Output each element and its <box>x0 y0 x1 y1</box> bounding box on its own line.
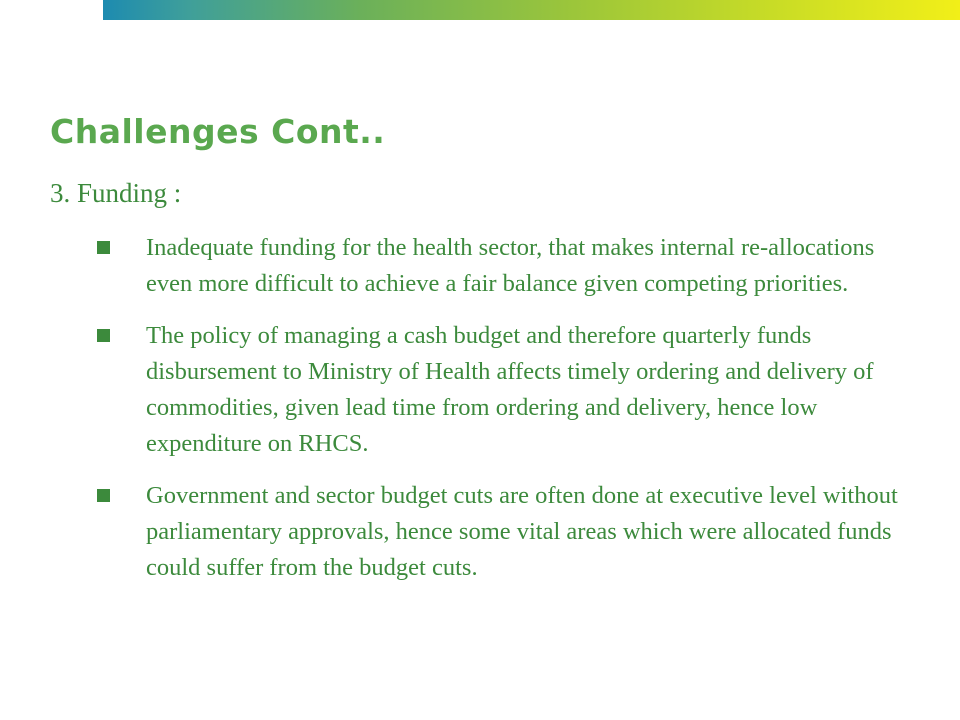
section-heading: 3. Funding : <box>50 178 182 208</box>
bullet-item <box>0 478 960 586</box>
bullet-item <box>0 318 960 462</box>
square-bullet-icon <box>97 241 110 254</box>
bullet-text: Inadequate funding for the health sector, that makes internal re-allocations even more difficult to achieve a fair balance given competing priorities. <box>146 234 875 297</box>
square-bullet-icon <box>97 489 110 502</box>
bullet-text: The policy of managing a cash budget and therefore quarterly funds disbursement to Ministry of Health affects timely ordering and delivery of commodities, given lead time from ordering and delivery, hence low expenditure on RHCS. <box>146 322 874 457</box>
bullet-text: Government and sector budget cuts are often done at executive level without parliamentary approvals, hence some vital areas which were allocated funds could suffer from the budget cuts. <box>146 482 898 581</box>
bullet-list <box>0 230 960 602</box>
bullet-item <box>0 230 960 302</box>
top-gradient-bar <box>103 0 960 20</box>
square-bullet-icon <box>97 329 110 342</box>
slide-title: Challenges Cont.. <box>50 112 386 151</box>
